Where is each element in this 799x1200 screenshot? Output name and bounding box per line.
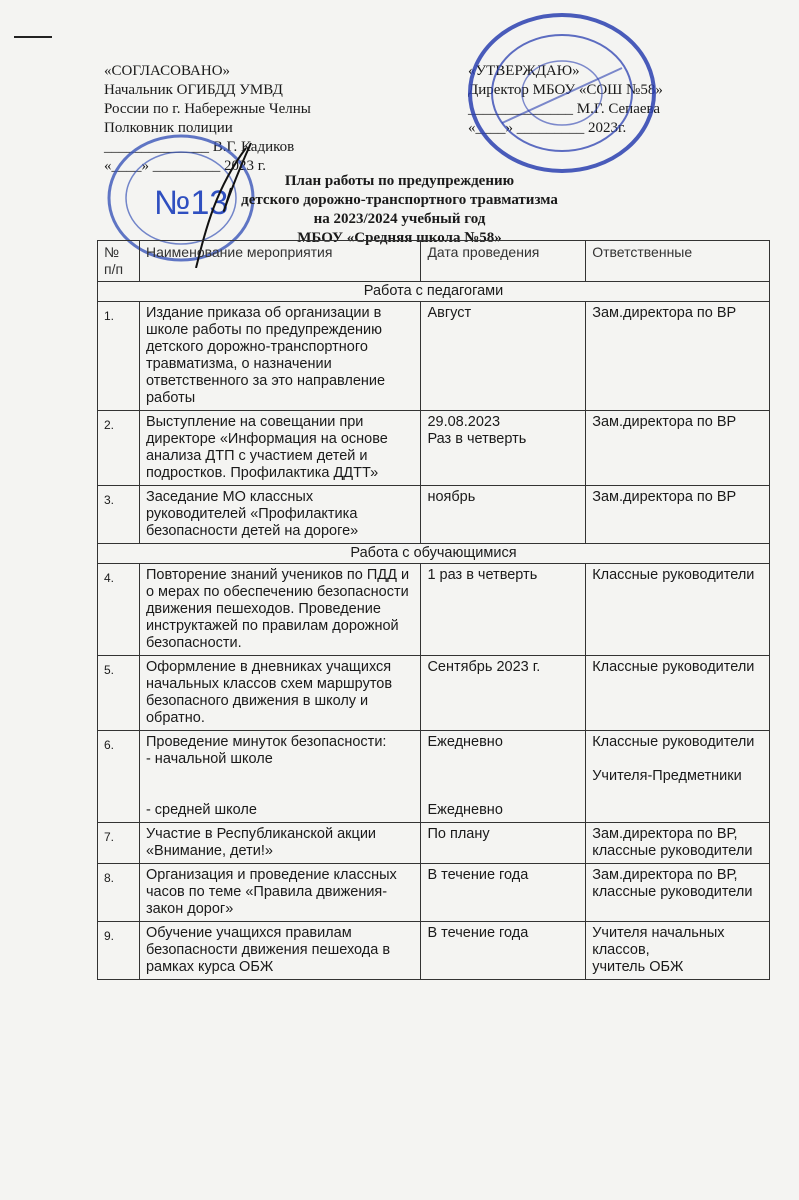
- column-header: Наименование мероприятия: [139, 241, 421, 282]
- approval-line: «УТВЕРЖДАЮ»: [468, 63, 580, 79]
- row-number: 6.: [98, 731, 140, 823]
- table-row: [98, 656, 770, 731]
- table-row: [98, 864, 770, 922]
- event-name: Заседание МО классных руководителей «Профилактика безопасности детей на дороге»: [139, 486, 421, 544]
- event-name: Обучение учащихся правилам безопасности движения пешехода в рамках курса ОБЖ: [139, 922, 421, 980]
- column-header: № п/п: [98, 241, 140, 282]
- responsible: Зам.директора по ВР: [586, 411, 770, 486]
- responsible: Классные руководители Учителя-Предметники: [586, 731, 770, 823]
- column-header: Ответственные: [586, 241, 770, 282]
- plan-table: [97, 240, 770, 980]
- stamp-number: №13: [154, 184, 229, 222]
- approval-line: ______________ М.Г. Сепаева: [468, 101, 661, 117]
- event-date: В течение года: [421, 864, 586, 922]
- event-date: Сентябрь 2023 г.: [421, 656, 586, 731]
- title-line: План работы по предупреждению: [284, 173, 515, 189]
- responsible: Классные руководители: [586, 656, 770, 731]
- table-row: [98, 486, 770, 544]
- responsible: Зам.директора по ВР: [586, 302, 770, 411]
- document-title: [0, 172, 799, 248]
- section-row: [98, 544, 770, 564]
- row-number: 2.: [98, 411, 140, 486]
- event-name: Организация и проведение классных часов по теме «Правила движения-закон дорог»: [139, 864, 421, 922]
- title-line: детского дорожно-транспортного травматизма: [241, 192, 558, 208]
- table-row: [98, 302, 770, 411]
- approval-line: Директор МБОУ «СОШ №58»: [468, 82, 663, 98]
- event-name: Выступление на совещании при директоре «Информация на основе анализа ДТП с участием детей и подростков. Профилактика ДДТТ»: [139, 411, 421, 486]
- responsible: Учителя начальных классов, учитель ОБЖ: [586, 922, 770, 980]
- row-number: 5.: [98, 656, 140, 731]
- approval-line: «СОГЛАСОВАНО»: [104, 63, 231, 79]
- table-row: [98, 411, 770, 486]
- school-stamp: [462, 8, 662, 178]
- section-title: Работа с педагогами: [98, 282, 770, 302]
- event-date: ноябрь: [421, 486, 586, 544]
- section-title: Работа с обучающимися: [98, 544, 770, 564]
- row-number: 3.: [98, 486, 140, 544]
- event-date: В течение года: [421, 922, 586, 980]
- approval-line: Начальник ОГИБДД УМВД: [104, 82, 283, 98]
- event-date: Ежедневно Ежедневно: [421, 731, 586, 823]
- approval-line: ______________ В.Г. Кадиков: [104, 139, 295, 155]
- responsible: Классные руководители: [586, 564, 770, 656]
- event-date: По плану: [421, 823, 586, 864]
- row-number: 9.: [98, 922, 140, 980]
- event-date: 29.08.2023 Раз в четверть: [421, 411, 586, 486]
- approval-line: России по г. Набережные Челны: [104, 101, 311, 117]
- responsible: Зам.директора по ВР, классные руководители: [586, 823, 770, 864]
- row-number: 7.: [98, 823, 140, 864]
- responsible: Зам.директора по ВР: [586, 486, 770, 544]
- event-date: 1 раз в четверть: [421, 564, 586, 656]
- event-name: Повторение знаний учеников по ПДД и о мерах по обеспечению безопасности движения пешеходов. Проведение инструктажей по правилам дорожной безопасности.: [139, 564, 421, 656]
- title-line: на 2023/2024 учебный год: [313, 211, 486, 227]
- table-row: [98, 922, 770, 980]
- scan-mark: [14, 36, 52, 38]
- row-number: 8.: [98, 864, 140, 922]
- event-name: Оформление в дневниках учащихся начальных классов схем маршрутов безопасного движения в школу и обратно.: [139, 656, 421, 731]
- row-number: 4.: [98, 564, 140, 656]
- approval-line: «____» _________ 2023г.: [468, 120, 627, 136]
- row-number: 1.: [98, 302, 140, 411]
- event-name: Издание приказа об организации в школе работы по предупреждению детского дорожно-транспортного травматизма, о назначении ответственного за это направление работы: [139, 302, 421, 411]
- event-name: Проведение минуток безопасности: - начальной школе - средней школе: [139, 731, 421, 823]
- event-name: Участие в Республиканской акции «Внимание, дети!»: [139, 823, 421, 864]
- responsible: Зам.директора по ВР, классные руководители: [586, 864, 770, 922]
- table-row: [98, 564, 770, 656]
- approval-line: «____» _________ 2023 г.: [104, 158, 266, 174]
- section-row: [98, 282, 770, 302]
- table-row: [98, 823, 770, 864]
- approval-line: Полковник полиции: [104, 120, 233, 136]
- event-date: Август: [421, 302, 586, 411]
- table-row: [98, 731, 770, 823]
- column-header: Дата проведения: [421, 241, 586, 282]
- title-line: МБОУ «Средняя школа №58»: [297, 230, 502, 246]
